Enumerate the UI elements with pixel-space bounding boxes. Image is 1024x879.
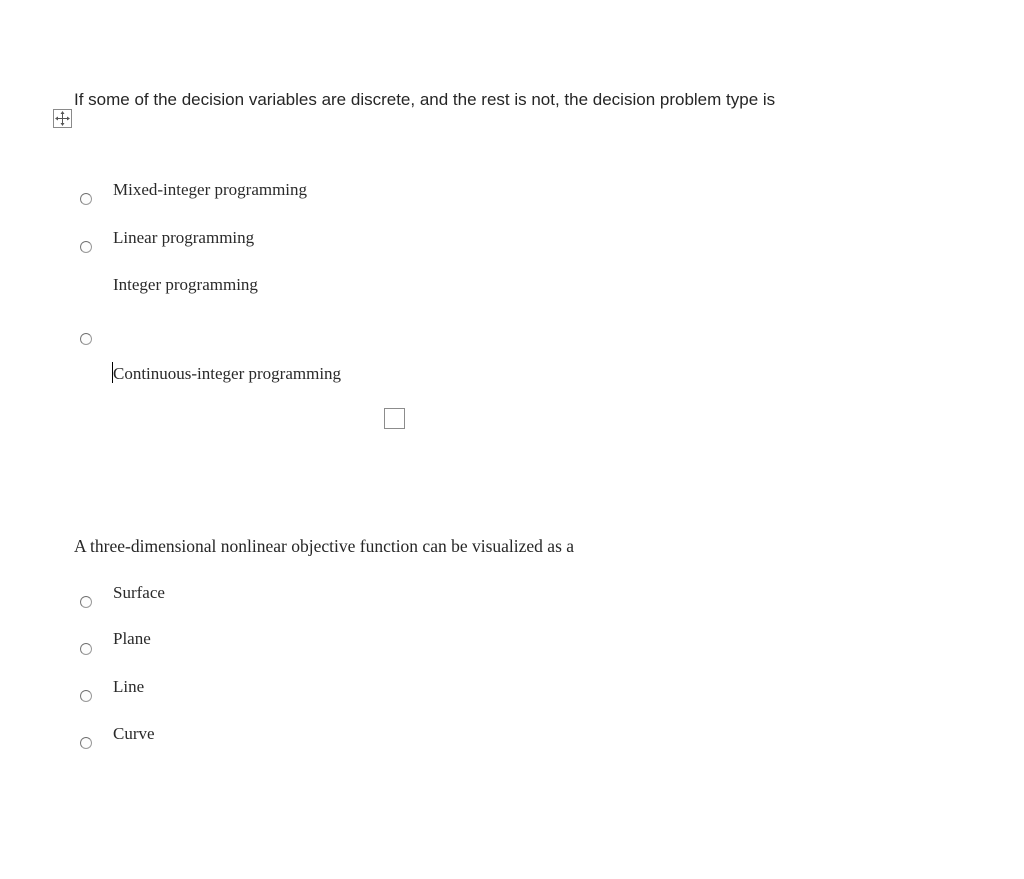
q2-option-3-radio[interactable] <box>80 690 92 702</box>
q2-option-4-radio[interactable] <box>80 737 92 749</box>
q1-option-4-label: Continuous-integer programming <box>113 364 342 383</box>
question-1-text: If some of the decision variables are discrete, and the rest is not, the decision problem type is <box>74 90 776 109</box>
q1-option-3-label: Integer programming <box>113 275 258 294</box>
q1-option-1-label: Mixed-integer programming <box>113 180 308 199</box>
question-2-text: A three-dimensional nonlinear objective function can be visualized as a <box>74 536 575 556</box>
q2-option-2-label: Plane <box>113 629 151 648</box>
q2-option-1-radio[interactable] <box>80 596 92 608</box>
empty-checkbox-icon[interactable] <box>384 408 405 429</box>
q2-option-1-label: Surface <box>113 583 165 602</box>
q1-option-2-label: Linear programming <box>113 228 255 247</box>
q2-option-3-label: Line <box>113 677 145 696</box>
q1-option-2-radio[interactable] <box>80 241 92 253</box>
q1-option-4-radio[interactable] <box>80 333 92 345</box>
table-move-handle-icon[interactable] <box>53 109 72 128</box>
q2-option-2-radio[interactable] <box>80 643 92 655</box>
q1-option-1-radio[interactable] <box>80 193 92 205</box>
q2-option-4-label: Curve <box>113 724 155 743</box>
